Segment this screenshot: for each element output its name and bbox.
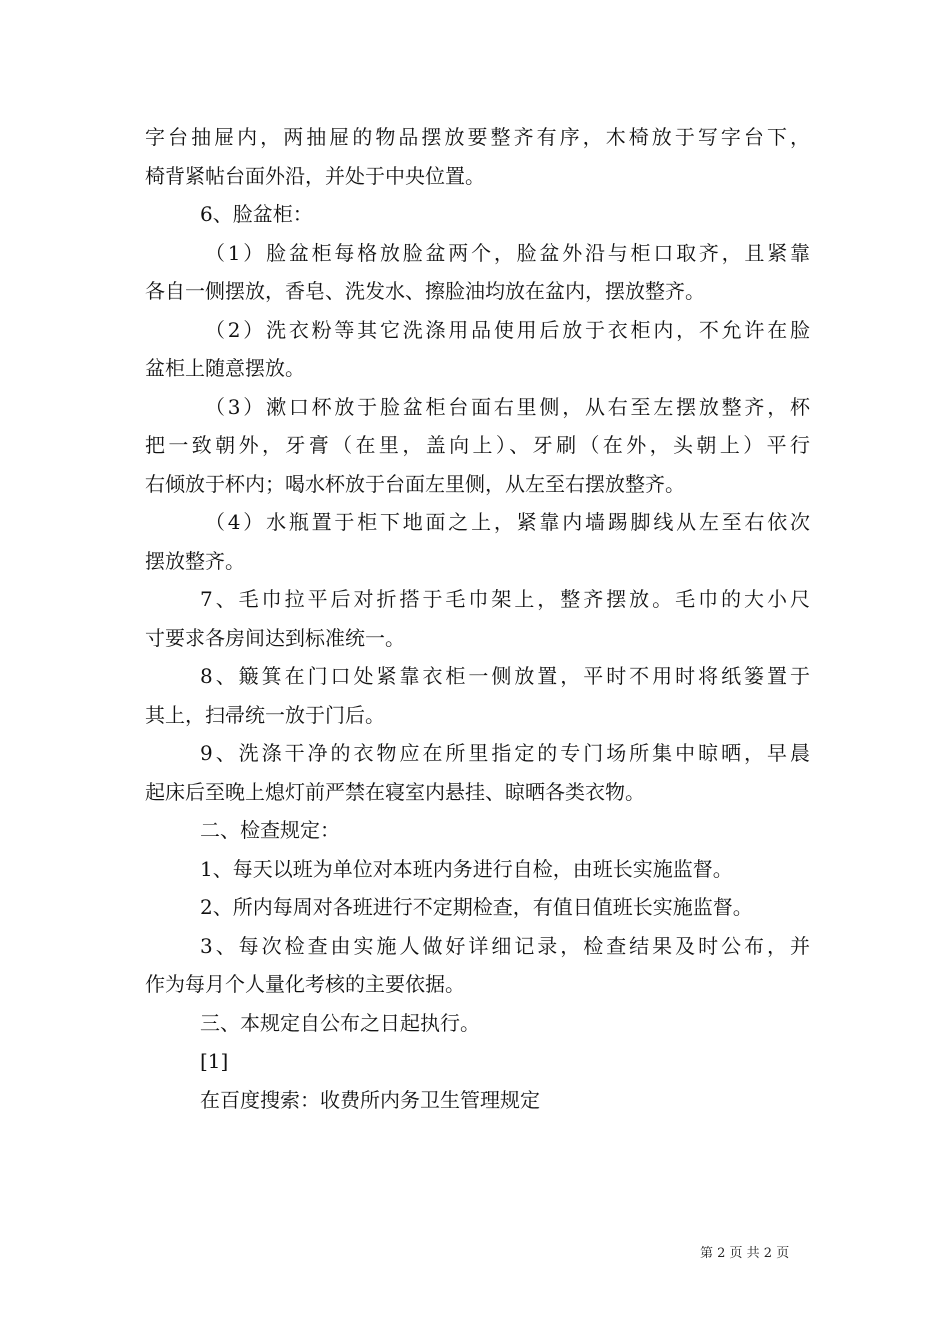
- text-line: 把一致朝外，牙膏（在里，盖向上）、牙刷（在外，头朝上）平行: [145, 433, 810, 457]
- document-body: [145, 118, 810, 1119]
- text-line: （1）脸盆柜每格放脸盆两个，脸盆外沿与柜口取齐，且紧靠: [205, 240, 810, 265]
- page-number-footer: 第 2 页 共 2 页: [700, 1246, 790, 1261]
- text-line: 盆柜上随意摆放。: [145, 356, 305, 380]
- text-line: 摆放整齐。: [145, 548, 245, 573]
- text-line: 7、毛巾拉平后对折搭于毛巾架上，整齐摆放。毛巾的大小尺: [200, 587, 810, 611]
- text-line: 其上，扫帚统一放于门后。: [145, 702, 385, 727]
- section-heading: 三、本规定自公布之日起执行。: [200, 1010, 480, 1035]
- text-line: 寸要求各房间达到标准统一。: [145, 625, 405, 650]
- text-line: 起床后至晚上熄灯前严禁在寝室内悬挂、晾晒各类衣物。: [145, 779, 645, 804]
- text-line: 8、簸箕在门口处紧靠衣柜一侧放置，平时不用时将纸篓置于: [200, 664, 810, 688]
- text-line: （4）水瓶置于柜下地面之上，紧靠内墙踢脚线从左至右依次: [205, 510, 810, 534]
- text-line: 椅背紧帖台面外沿，并处于中央位置。: [145, 163, 485, 188]
- text-line: 9、洗涤干净的衣物应在所里指定的专门场所集中晾晒，早晨: [200, 741, 810, 765]
- text-line: （3）漱口杯放于脸盆柜台面右里侧，从右至左摆放整齐，杯: [205, 394, 810, 419]
- text-line: 各自一侧摆放，香皂、洗发水、擦脸油均放在盆内，摆放整齐。: [145, 279, 705, 303]
- section-heading: 6、脸盆柜：: [200, 202, 313, 226]
- text-line: 字台抽屉内，两抽屉的物品摆放要整齐有序，木椅放于写字台下，: [145, 125, 810, 149]
- reference-marker: [1]: [200, 1049, 229, 1073]
- text-line: 1、每天以班为单位对本班内务进行自检，由班长实施监督。: [200, 856, 733, 881]
- text-line: 2、所内每周对各班进行不定期检查，有值日值班长实施监督。: [200, 895, 753, 919]
- text-line: 3、每次检查由实施人做好详细记录，检查结果及时公布，并: [200, 933, 810, 958]
- section-heading: 二、检查规定：: [200, 818, 340, 842]
- search-note: 在百度搜索：收费所内务卫生管理规定: [200, 1087, 540, 1112]
- text-line: （2）洗衣粉等其它洗涤用品使用后放于衣柜内，不允许在脸: [205, 317, 810, 342]
- text-line: 作为每月个人量化考核的主要依据。: [145, 972, 465, 996]
- text-line: 右倾放于杯内；喝水杯放于台面左里侧，从左至右摆放整齐。: [145, 471, 685, 496]
